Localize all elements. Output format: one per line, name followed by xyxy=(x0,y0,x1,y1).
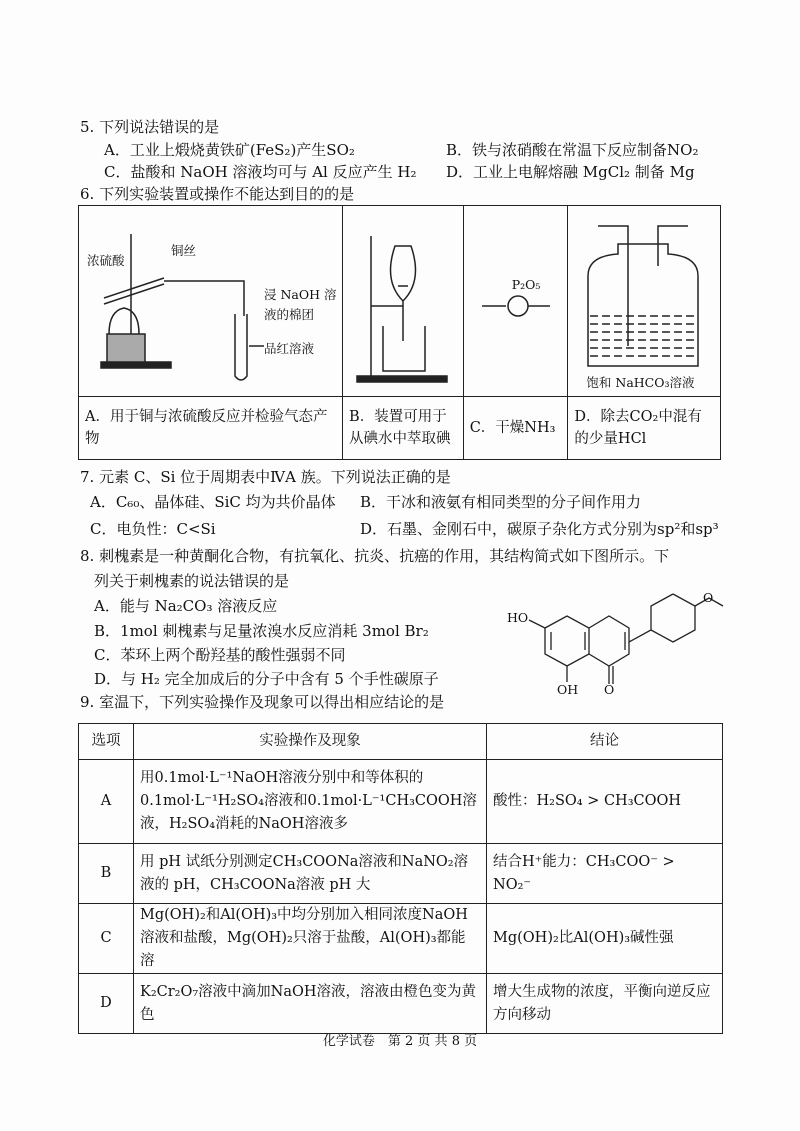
header-option: 选项 xyxy=(79,724,134,760)
q8-title-line1: 8. 刺槐素是一种黄酮化合物，有抗氧化、抗炎、抗癌的作用，其结构简式如下图所示。下 xyxy=(80,547,670,565)
apparatus-b xyxy=(343,206,464,397)
row-operation: 用0.1mol·L⁻¹NaOH溶液分别中和等体积的0.1mol·L⁻¹H₂SO₄溶液和0.1mol·L⁻¹CH₃COOH溶液，H₂SO₄消耗的NaOH溶液多 xyxy=(134,760,487,844)
q5-option-d: D．工业上电解熔融 MgCl₂ 制备 Mg xyxy=(446,163,695,181)
q6-title: 6. 下列实验装置或操作不能达到目的的是 xyxy=(80,185,355,203)
label-nahco3: 饱和 NaHCO₃溶液 xyxy=(586,375,695,390)
row-option: C xyxy=(79,904,134,974)
apparatus-a xyxy=(79,206,343,397)
header-operation: 实验操作及现象 xyxy=(134,724,487,760)
table-row xyxy=(79,974,723,1034)
separatory-funnel-drawing xyxy=(343,206,463,396)
q7-title: 7. 元素 C、Si 位于周期表中ⅣA 族。下列说法正确的是 xyxy=(80,468,451,486)
apparatus-c xyxy=(463,206,568,397)
row-option: A xyxy=(79,760,134,844)
q9-title: 9. 室温下，下列实验操作及现象可以得出相应结论的是 xyxy=(80,693,445,711)
label-p2o5: P₂O₅ xyxy=(511,277,541,292)
option-b-desc: B．装置可用于从碘水中萃取碘 xyxy=(343,397,464,460)
q5-option-a: A．工业上煅烧黄铁矿(FeS₂)产生SO₂ xyxy=(104,141,355,159)
table-row xyxy=(79,760,723,844)
label-magenta-solution: 品红溶液 xyxy=(264,341,315,356)
label-copper-wire: 铜丝 xyxy=(171,243,197,258)
table-row xyxy=(79,904,723,974)
option-c-desc: C．干燥NH₃ xyxy=(463,397,568,460)
q5-option-c: C．盐酸和 NaOH 溶液均可与 Al 反应产生 H₂ xyxy=(104,163,417,181)
q7-option-a: A．C₆₀、晶体硅、SiC 均为共价晶体 xyxy=(90,493,336,511)
page-footer: 化学试卷 第 2 页 共 8 页 xyxy=(322,1034,478,1049)
q9-table xyxy=(78,723,723,1034)
row-conclusion: 增大生成物的浓度，平衡向逆反应方向移动 xyxy=(487,974,723,1034)
table-row xyxy=(79,844,723,904)
header-conclusion: 结论 xyxy=(487,724,723,760)
struct-ho: HO xyxy=(507,610,529,625)
q8-title-line2: 列关于刺槐素的说法错误的是 xyxy=(94,572,290,590)
label-naoh-2: 液的棉团 xyxy=(264,307,315,322)
q8-option-c: C．苯环上两个酚羟基的酸性强弱不同 xyxy=(94,646,346,664)
row-conclusion: Mg(OH)₂比Al(OH)₃碱性强 xyxy=(487,904,723,974)
q5-option-b: B．铁与浓硝酸在常温下反应制备NO₂ xyxy=(446,141,699,159)
struct-carbonyl-o: O xyxy=(604,682,615,697)
q7-option-c: C．电负性：C<Si xyxy=(90,520,216,538)
struct-methoxy-o: O xyxy=(703,590,714,605)
drying-tube-drawing xyxy=(464,206,568,396)
row-option: B xyxy=(79,844,134,904)
row-operation: Mg(OH)₂和Al(OH)₃中均分别加入相同浓度NaOH溶液和盐酸，Mg(OH)₂只溶于盐酸，Al(OH)₃都能溶 xyxy=(134,904,487,974)
row-option: D xyxy=(79,974,134,1034)
q8-option-a: A．能与 Na₂CO₃ 溶液反应 xyxy=(94,597,278,615)
struct-oh: OH xyxy=(557,682,579,697)
row-conclusion: 酸性：H₂SO₄ > CH₃COOH xyxy=(487,760,723,844)
label-conc-sulfuric-acid: 浓硫酸 xyxy=(87,253,125,268)
q6-apparatus-table xyxy=(78,205,721,460)
acacetin-structure xyxy=(505,588,725,703)
q5-title: 5. 下列说法错误的是 xyxy=(80,118,220,136)
label-naoh-1: 浸 NaOH 溶 xyxy=(264,287,337,302)
row-conclusion: 结合H⁺能力：CH₃COO⁻ > NO₂⁻ xyxy=(487,844,723,904)
q8-option-d: D．与 H₂ 完全加成后的分子中含有 5 个手性碳原子 xyxy=(94,670,439,688)
q7-option-d: D．石墨、金刚石中，碳原子杂化方式分别为sp²和sp³ xyxy=(360,520,719,538)
option-d-desc: D．除去CO₂中混有的少量HCl xyxy=(568,397,721,460)
q7-option-b: B．干冰和液氨有相同类型的分子间作用力 xyxy=(360,493,642,511)
apparatus-d xyxy=(568,206,721,397)
option-a-desc: A．用于铜与浓硫酸反应并检验气态产物 xyxy=(79,397,343,460)
q8-option-b: B．1mol 刺槐素与足量浓溴水反应消耗 3mol Br₂ xyxy=(94,622,429,640)
gas-washing-bottle-drawing xyxy=(568,206,720,396)
row-operation: K₂Cr₂O₇溶液中滴加NaOH溶液，溶液由橙色变为黄色 xyxy=(134,974,487,1034)
row-operation: 用 pH 试纸分别测定CH₃COONa溶液和NaNO₂溶液的 pH，CH₃COONa溶液 pH 大 xyxy=(134,844,487,904)
